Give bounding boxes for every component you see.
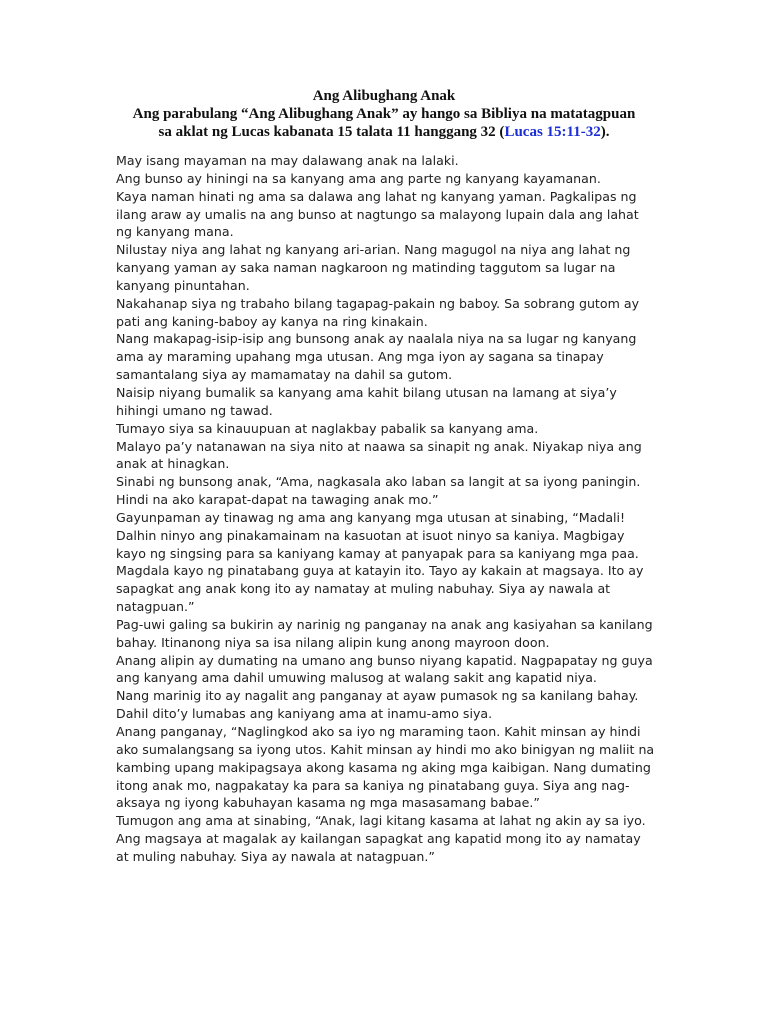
subtitle-reference-text: sa aklat ng Lucas kabanata 15 talata 11 hanggang 32 ( [158, 124, 505, 140]
paragraph: Gayunpaman ay tinawag ng ama ang kanyang mga utusan at sinabing, “Madali! Dalhin ninyo ang pinakamainam na kasuotan at isuot ninyo sa kaniya. Magbigay kayo ng singsing para sa kaniyang kamay at panyapak para sa kaniyang mga paa. Magdala kayo ng pinatabang guya at katayin ito. Tayo ay kakain at magsaya. Ito ay sapagkat ang anak kong ito ay namatay at muling nabuhay. Siya ay nawala at natagpuan.” [116, 509, 644, 615]
subtitle-closing-text: ). [600, 124, 610, 140]
paragraph: Anang panganay, “Naglingkod ako sa iyo ng maraming taon. Kahit minsan ay hindi ako sumalangsang sa iyong utos. Kahit minsan ay hindi mo ako binigyan ng maliit na kambing upang makipagsaya akong kasama ng aking mga kaibigan. Nang dumating itong anak mo, nagpakatay ka para sa kaniya ng pinatabang guya. Siya ang nag-aksaya ng iyong kabuhayan kasama ng mga masasamang babae.” [116, 724, 655, 811]
bible-reference-link[interactable]: Lucas 15:11-32 [504, 124, 601, 140]
paragraph: Anang alipin ay dumating na umano ang bunso niyang kapatid. Nagpapatay ng guya ang kanyang ama dahil umuwing malusog at walang sakit ang kapatid niya. [116, 652, 653, 686]
document-subtitle-line-1: Ang parabulang “Ang Alibughang Anak” ay hango sa Bibliya na matatagpuan [132, 106, 636, 122]
paragraph: Ang bunso ay hiningi na sa kanyang ama ang parte ng kanyang kayamanan. [116, 170, 601, 186]
paragraph: Nang marinig ito ay nagalit ang panganay at ayaw pumasok ng sa kanilang bahay. Dahil dito’y lumabas ang kaniyang ama at inamu-amo siya. [116, 688, 639, 722]
paragraph: Naisip niyang bumalik sa kanyang ama kahit bilang utusan na lamang at siya’y hihingi umano ng tawad. [116, 384, 617, 418]
paragraph: Nang makapag-isip-isip ang bunsong anak ay naalala niya na sa lugar ng kanyang ama ay maraming upahang mga utusan. Ang mga iyon ay sagana sa tinapay samantalang siya ay mamamatay na dahil sa gutom. [116, 331, 637, 383]
paragraph: Nilustay niya ang lahat ng kanyang ari-arian. Nang magugol na niya ang lahat ng kanyang yaman ay saka naman nagkaroon ng matinding taggutom sa lugar na kanyang pinuntahan. [116, 242, 631, 293]
document-subtitle-line-2 [100, 123, 668, 141]
story-body [116, 152, 656, 866]
paragraph: Kaya naman hinati ng ama sa dalawa ang lahat ng kanyang yaman. Pagkalipas ng ilang araw ay umalis na ang bunso at nagtungo sa malayong lupain dala ang lahat ng kanyang mana. [116, 188, 639, 240]
paragraph: Sinabi ng bunsong anak, “Ama, nagkasala ako laban sa langit at sa iyong paningin. Hindi na ako karapat-dapat na tawaging anak mo.” [116, 474, 641, 508]
paragraph: Nakahanap siya ng trabaho bilang tagapag-pakain ng baboy. Sa sobrang gutom ay pati ang kaning-baboy ay kanya na ring kinakain. [116, 295, 640, 329]
paragraph: Tumayo siya sa kinauupuan at naglakbay pabalik sa kanyang ama. [116, 420, 539, 436]
paragraph: Malayo pa’y natanawan na siya nito at naawa sa sinapit ng anak. Niyakap niya ang anak at hinagkan. [116, 438, 642, 472]
paragraph: May isang mayaman na may dalawang anak na lalaki. [116, 153, 459, 168]
paragraph: Pag-uwi galing sa bukirin ay narinig ng panganay na anak ang kasiyahan sa kanilang bahay. Itinanong niya sa isa nilang alipin kung anong mayroon doon. [116, 616, 653, 650]
paragraph: Tumugon ang ama at sinabing, “Anak, lagi kitang kasama at lahat ng akin ay sa iyo. Ang magsaya at magalak ay kailangan sapagkat ang kapatid mong ito ay namatay at muling nabuhay. Siya ay nawala at natagpuan.” [116, 813, 646, 864]
document-title: Ang Alibughang Anak [312, 88, 456, 104]
title-block [100, 87, 668, 141]
